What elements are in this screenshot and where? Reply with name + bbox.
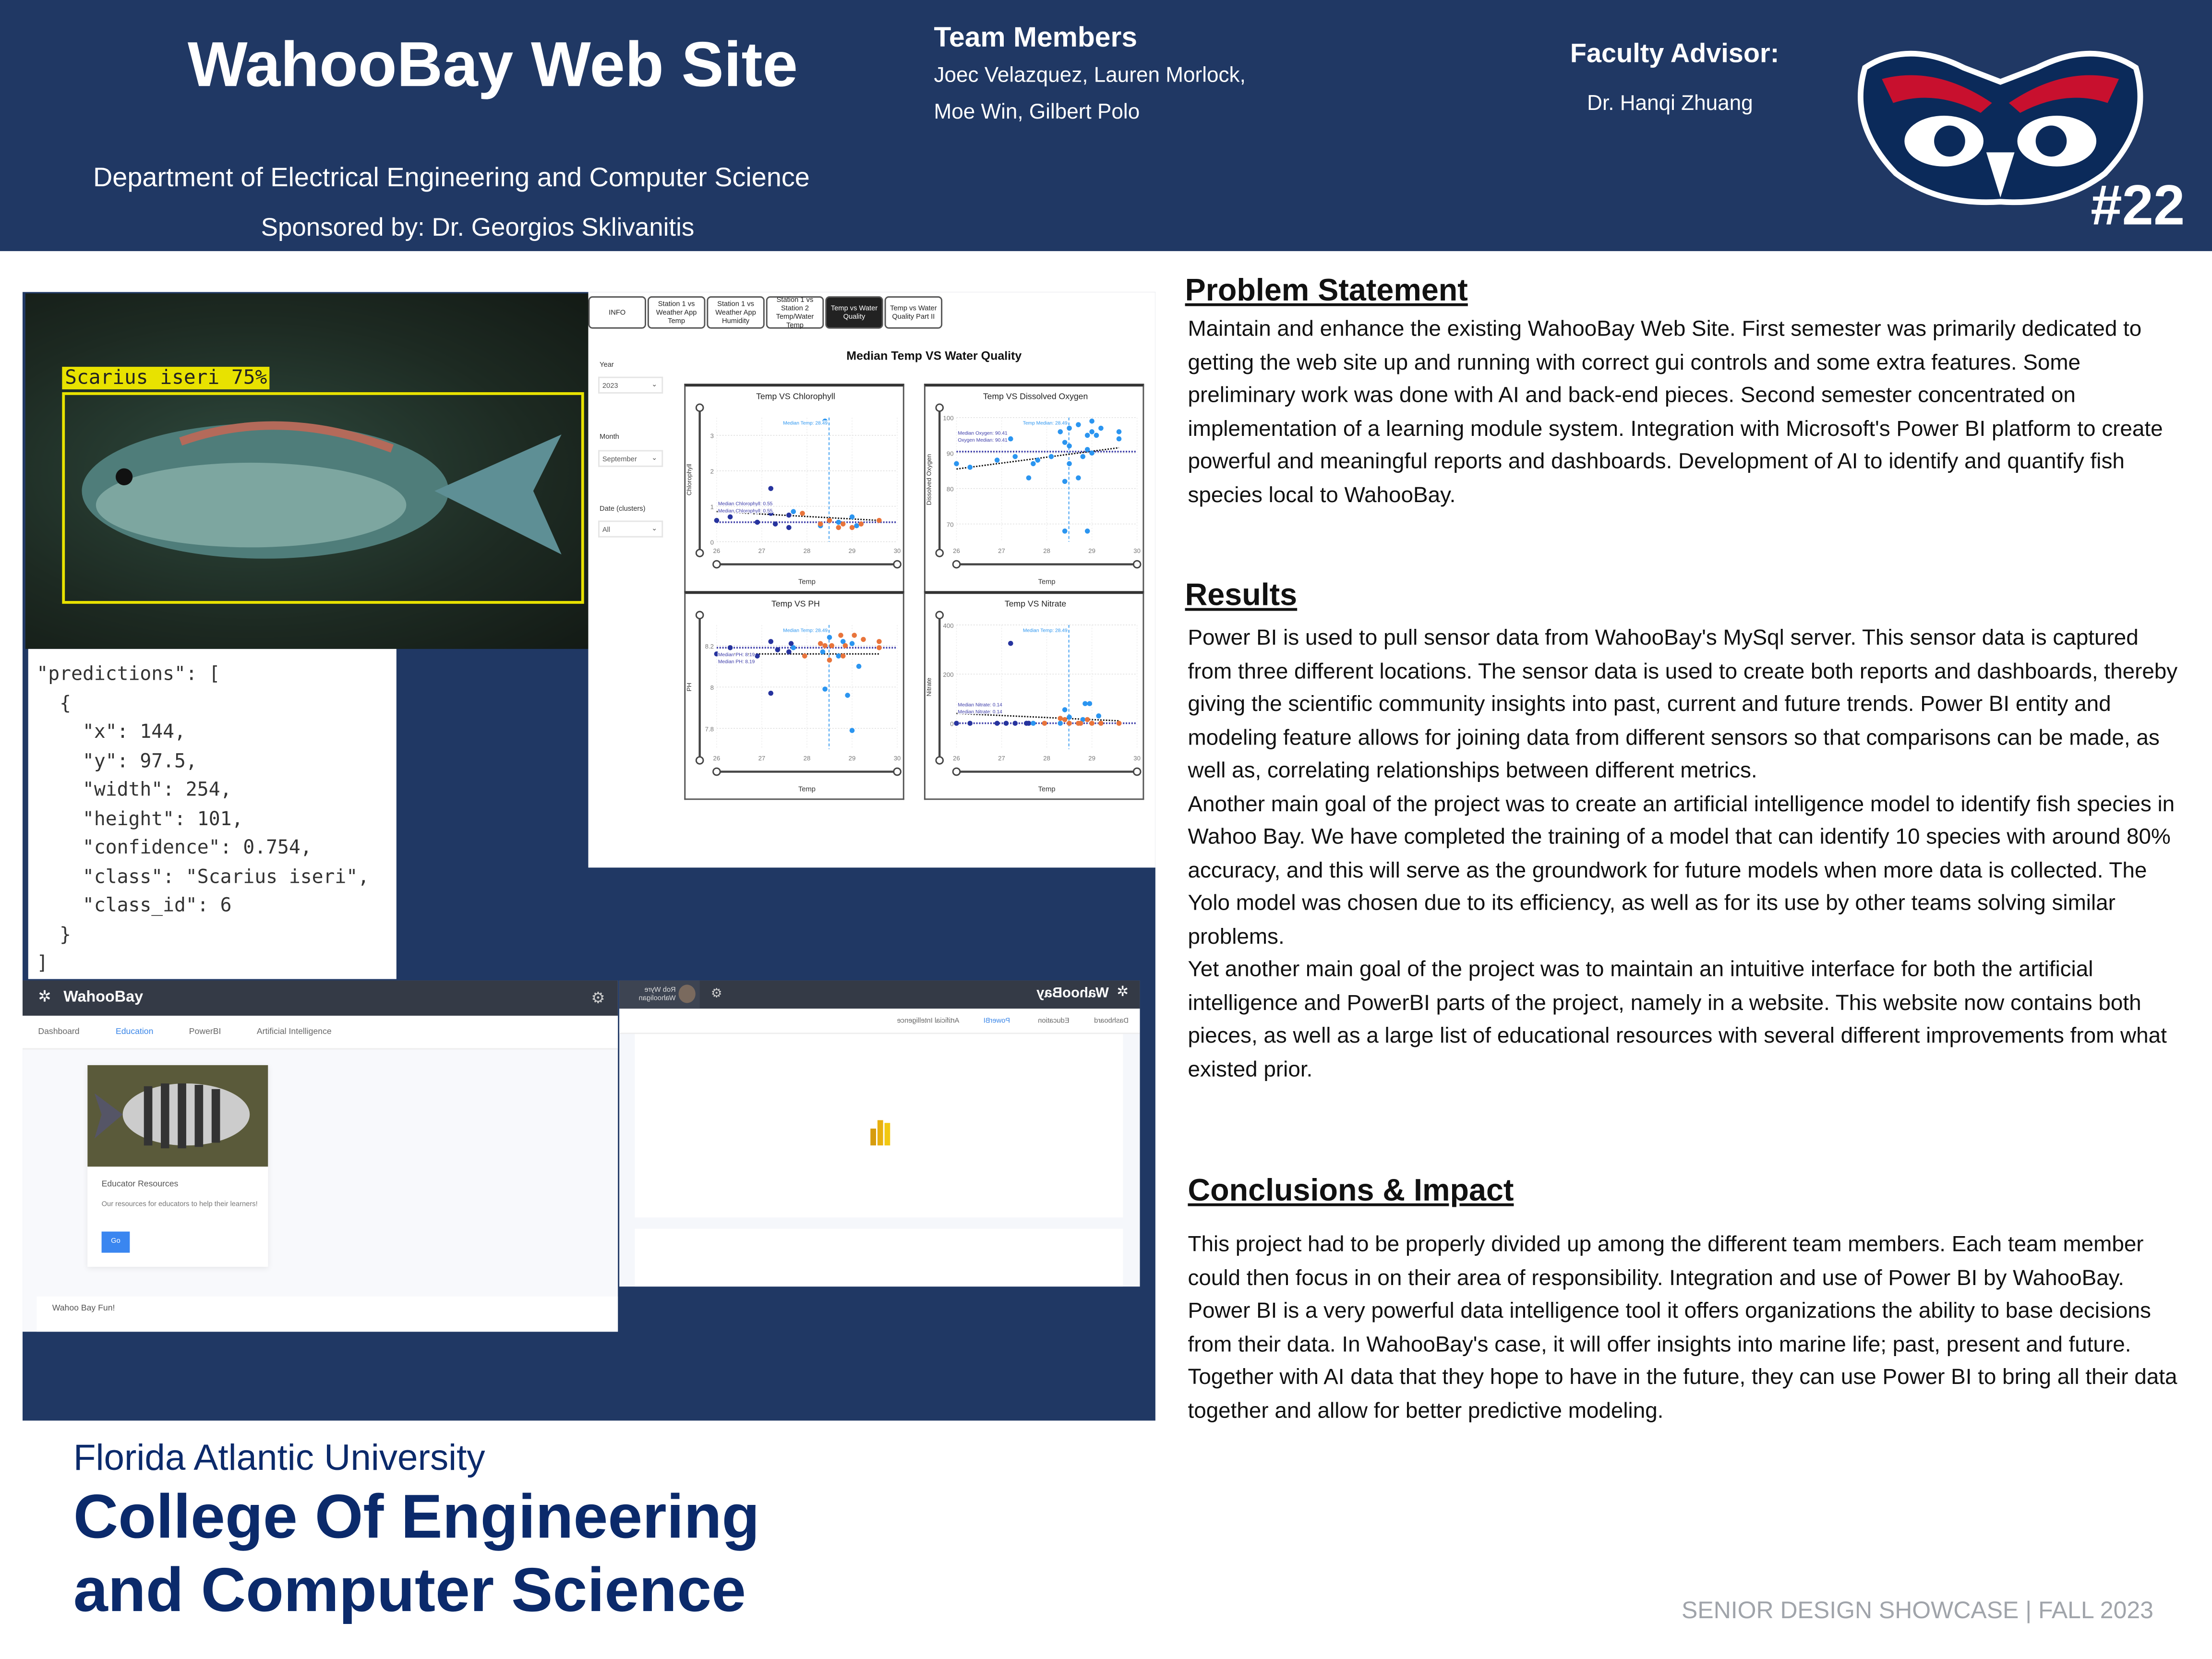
y-tick-label: 2 xyxy=(710,468,714,475)
data-point xyxy=(728,645,733,650)
data-point xyxy=(755,653,760,659)
y-tick-label: 100 xyxy=(943,414,954,422)
x-tick-label: 27 xyxy=(998,755,1005,762)
median-y-label: Median Nitrate: 0.14 xyxy=(958,709,1002,715)
detection-label: Scarius iseri 75% xyxy=(62,367,270,389)
data-point xyxy=(1081,454,1086,459)
data-point xyxy=(827,635,832,640)
filter-date-select[interactable] xyxy=(598,520,663,537)
chart-chlorophyll xyxy=(684,384,904,592)
median-y-label: Oxygen Median: 90.41 xyxy=(958,438,1008,444)
gear-icon[interactable]: ⚙ xyxy=(710,986,722,1000)
slider-handle xyxy=(936,404,943,411)
report-tab[interactable]: Temp vs Water Quality xyxy=(825,296,883,329)
data-point xyxy=(852,633,857,638)
code-line: "width": 254, xyxy=(36,779,232,802)
y-tick-label: 200 xyxy=(943,671,954,679)
sub-navigation xyxy=(23,1016,618,1050)
data-point xyxy=(1026,475,1032,481)
results-paragraph-3: Yet another main goal of the project was to maintain an intuitive interface for both the artificial intelligence and PowerBI parts of the project, namely in a website. This website now contains both pieces, as well as a large list of educational resources with several different improvements from what existed prior. xyxy=(1188,958,2167,1082)
faculty-advisor: Dr. Hanqi Zhuang xyxy=(1587,92,1753,116)
data-point xyxy=(1031,721,1036,726)
data-point xyxy=(995,721,1000,726)
chart-title: Temp VS Nitrate xyxy=(1004,599,1067,609)
results-paragraph-2: Another main goal of the project was to create an artificial intelligence model to identify fish species in Wahoo Bay. We have completed the training of a model that can identify 10 species with around 80% accuracy, and this will serve as the groundwork for future models when more data is collected. The Yolo model was chosen due to its efficiency, as well as for its use by other teams solving similar problems. xyxy=(1188,792,2175,949)
data-point xyxy=(1049,454,1054,459)
y-tick-label: 7.8 xyxy=(705,725,714,733)
college-line-1: College Of Engineering xyxy=(73,1482,760,1552)
x-tick-label: 30 xyxy=(1133,755,1141,762)
conclusions-heading: Conclusions & Impact xyxy=(1188,1172,1514,1208)
education-page-screenshot xyxy=(23,980,618,1332)
data-point xyxy=(755,520,760,525)
code-line: ] xyxy=(36,952,48,975)
slider-handle xyxy=(953,561,960,568)
data-point xyxy=(850,514,855,519)
nav-education[interactable]: Education xyxy=(1038,1017,1070,1026)
median-y-label: Median Chlorophyll: 0.55 xyxy=(718,501,773,507)
y-axis-label: Chlorophyll xyxy=(685,464,693,496)
powerbi-embed-frame xyxy=(635,1034,1123,1217)
x-tick-label: 29 xyxy=(848,547,856,555)
median-y-label: Median Chlorophyll: 0.55 xyxy=(718,508,773,514)
data-point xyxy=(967,465,973,470)
filter-label-date: Date (clusters) xyxy=(599,505,646,514)
filter-year-value: 2023 xyxy=(602,382,618,391)
data-point xyxy=(818,641,823,646)
y-tick-label: 0 xyxy=(710,539,714,546)
chart-nitrate xyxy=(924,591,1144,800)
median-y-label: Median Oxygen: 90.41 xyxy=(958,431,1008,436)
y-tick-label: 400 xyxy=(943,622,954,629)
detection-bounding-box xyxy=(62,392,584,604)
x-axis-label: Temp xyxy=(1038,578,1056,586)
x-tick-label: 30 xyxy=(1133,547,1141,555)
x-axis-label: Temp xyxy=(798,578,816,586)
problem-statement-heading: Problem Statement xyxy=(1185,272,1468,308)
x-tick-label: 30 xyxy=(893,755,901,762)
data-point xyxy=(1004,721,1009,726)
user-avatar xyxy=(679,985,696,1003)
y-tick-label: 70 xyxy=(946,521,954,529)
filter-label-year: Year xyxy=(599,361,614,370)
x-tick-label: 26 xyxy=(713,547,721,555)
faculty-heading: Faculty Advisor: xyxy=(1570,39,1779,70)
nav-powerbi[interactable]: PowerBI xyxy=(189,1028,221,1037)
data-point xyxy=(1078,721,1083,726)
data-point xyxy=(714,518,720,523)
x-tick-label: 27 xyxy=(758,755,766,762)
x-axis-label: Temp xyxy=(1038,785,1056,793)
chart-svg xyxy=(685,386,905,592)
chevron-down-icon: ⌄ xyxy=(651,454,658,463)
powerbi-report xyxy=(588,292,1155,867)
data-point xyxy=(850,525,855,530)
data-point xyxy=(791,509,796,514)
chart-title: Temp VS Dissolved Oxygen xyxy=(983,391,1088,401)
data-point xyxy=(829,643,834,649)
data-point xyxy=(1076,422,1081,427)
top-navbar xyxy=(23,980,618,1015)
data-point xyxy=(1098,426,1104,431)
x-tick-label: 27 xyxy=(998,547,1005,555)
chart-dissolved-oxygen xyxy=(924,384,1144,592)
data-point xyxy=(768,639,773,644)
slider-handle xyxy=(1133,561,1141,568)
data-point xyxy=(954,461,959,467)
code-line: { xyxy=(36,692,72,715)
slider-handle xyxy=(936,550,943,557)
card-text: Our resources for educators to help their learners! xyxy=(101,1200,258,1209)
data-point xyxy=(1042,721,1047,726)
y-tick-label: 3 xyxy=(710,432,714,440)
user-menu[interactable] xyxy=(619,980,700,1009)
report-title: Median Temp VS Water Quality xyxy=(846,348,1022,363)
go-button[interactable]: Go xyxy=(102,1232,130,1253)
data-point xyxy=(1062,707,1068,712)
data-point xyxy=(1012,454,1018,459)
data-point xyxy=(786,649,792,655)
filter-year-select[interactable] xyxy=(598,377,663,394)
data-point xyxy=(1008,436,1013,442)
showcase-footer: SENIOR DESIGN SHOWCASE | FALL 2023 xyxy=(1682,1597,2153,1624)
data-point xyxy=(1035,457,1040,463)
x-tick-label: 27 xyxy=(758,547,766,555)
nav-artificial-intelligence[interactable]: Artificial Intelligence xyxy=(897,1017,960,1026)
chevron-down-icon: ⌄ xyxy=(651,381,658,390)
tree-logo-icon: ✲ xyxy=(1117,985,1129,1000)
university-name: Florida Atlantic University xyxy=(73,1436,485,1479)
x-tick-label: 29 xyxy=(848,755,856,762)
data-point xyxy=(775,647,781,652)
slider-handle xyxy=(696,404,703,411)
data-point xyxy=(1117,429,1122,434)
data-point xyxy=(1008,641,1013,646)
data-point xyxy=(800,511,805,516)
slider-handle xyxy=(696,550,703,557)
x-tick-label: 28 xyxy=(1043,755,1050,762)
code-line: "predictions": [ xyxy=(36,663,220,686)
report-tab[interactable]: Station 1 vs Weather App Humidity xyxy=(707,296,764,329)
filter-month-value: September xyxy=(602,456,637,464)
data-point xyxy=(773,521,778,527)
nav-dashboard[interactable]: Dashboard xyxy=(1094,1017,1129,1026)
data-point xyxy=(843,643,848,649)
code-line: "height": 101, xyxy=(36,807,243,830)
chart-svg xyxy=(926,594,1145,800)
x-tick-label: 28 xyxy=(1043,547,1050,555)
y-tick-label: 8 xyxy=(710,684,714,692)
data-point xyxy=(1026,721,1032,726)
data-point xyxy=(786,513,792,518)
x-tick-label: 28 xyxy=(803,755,811,762)
slider-handle xyxy=(713,561,721,568)
data-point xyxy=(822,643,828,649)
powerbi-logo-icon xyxy=(867,1120,890,1145)
results-body xyxy=(1188,622,2187,1086)
results-heading: Results xyxy=(1185,577,1298,613)
chevron-down-icon: ⌄ xyxy=(651,525,658,533)
team-heading: Team Members xyxy=(934,23,1138,54)
median-y-label: Median PH: 8.19 xyxy=(718,652,755,658)
data-point xyxy=(1098,721,1104,726)
college-name xyxy=(73,1481,760,1628)
filter-label-month: Month xyxy=(599,433,619,442)
data-point xyxy=(1085,717,1090,722)
data-point xyxy=(877,645,882,650)
top-navbar xyxy=(619,980,1140,1009)
poster-title: WahooBay Web Site xyxy=(187,28,798,100)
data-point xyxy=(1094,433,1099,438)
powerbi-secondary-frame xyxy=(635,1229,1123,1286)
y-tick-label: 0 xyxy=(950,720,954,728)
fish-detection-image xyxy=(25,293,589,649)
team-number: #22 xyxy=(2091,175,2185,237)
data-point xyxy=(1058,721,1063,726)
data-point xyxy=(1089,429,1094,434)
filter-month-select[interactable] xyxy=(598,450,663,467)
chart-ph xyxy=(684,591,904,800)
data-point xyxy=(1058,429,1063,434)
slider-handle xyxy=(936,757,943,764)
chart-svg xyxy=(926,386,1145,592)
report-tab[interactable]: INFO xyxy=(588,296,646,329)
data-point xyxy=(1089,450,1094,456)
data-point xyxy=(1076,475,1081,481)
y-tick-label: 80 xyxy=(946,485,954,493)
team-members-line2: Moe Win, Gilbert Polo xyxy=(934,100,1140,124)
slider-handle xyxy=(1133,768,1141,775)
data-point xyxy=(995,457,1000,463)
x-tick-label: 29 xyxy=(1088,547,1095,555)
tree-logo-icon: ✲ xyxy=(38,989,51,1006)
powerbi-page-screenshot-mirrored xyxy=(619,980,1140,1286)
user-name: Rob Wyre xyxy=(644,986,676,995)
report-tab[interactable]: Station 1 vs Weather App Temp xyxy=(648,296,705,329)
data-point xyxy=(877,639,882,644)
header-banner xyxy=(0,0,2212,251)
data-point xyxy=(791,645,796,650)
user-info xyxy=(639,986,676,1003)
data-point xyxy=(850,728,855,733)
y-axis-label: PH xyxy=(685,683,693,692)
sub-navigation xyxy=(619,1009,1140,1034)
data-point xyxy=(1117,436,1122,442)
data-point xyxy=(954,721,959,726)
median-x-label: Median Temp: 28.49 xyxy=(783,421,828,426)
median-y-label: Median Nitrate: 0.14 xyxy=(958,702,1002,708)
data-point xyxy=(1082,701,1088,706)
data-point xyxy=(836,520,842,525)
x-tick-label: 26 xyxy=(713,755,721,762)
data-point xyxy=(861,637,866,642)
slider-handle xyxy=(696,612,703,619)
data-point xyxy=(1087,701,1093,706)
card-title: Educator Resources xyxy=(101,1180,179,1190)
chart-title: Temp VS PH xyxy=(771,599,820,609)
data-point xyxy=(1067,461,1072,467)
filter-date-value: All xyxy=(602,526,611,535)
data-point xyxy=(859,521,864,527)
y-axis-label: Dissolved Oxygen xyxy=(925,454,933,505)
median-x-label: Median Temp: 28.49 xyxy=(783,628,828,634)
x-tick-label: 26 xyxy=(953,547,960,555)
team-members-line1: Joec Velazquez, Lauren Morlock, xyxy=(934,63,1246,88)
x-axis-label: Temp xyxy=(798,785,816,793)
slider-handle xyxy=(953,768,960,775)
x-tick-label: 30 xyxy=(893,547,901,555)
code-line: "confidence": 0.754, xyxy=(36,836,312,859)
code-line: "y": 97.5, xyxy=(36,749,197,772)
data-point xyxy=(1089,419,1094,424)
chart-svg xyxy=(685,594,905,800)
x-tick-label: 29 xyxy=(1088,755,1095,762)
median-y-label: Median PH: 8.19 xyxy=(718,659,755,665)
nav-education[interactable]: Education xyxy=(115,1028,154,1037)
brand-name[interactable]: WahooBay xyxy=(63,989,144,1006)
nav-dashboard[interactable]: Dashboard xyxy=(38,1028,80,1037)
x-tick-label: 26 xyxy=(953,755,960,762)
code-line: } xyxy=(36,923,72,946)
data-point xyxy=(836,653,842,659)
data-point xyxy=(818,521,823,527)
data-point xyxy=(850,641,855,646)
conclusions-text: This project had to be properly divided up among the different team members. Each team member could then focus in on their area of responsibility. Integration and use of Power BI by WahooBay. Power BI is a very powerful data intelligence tool it offers organizations the ability to base decisions from their data. In WahooBay's case, it will offer insights into marine life; past, present and future. Together with AI data that they hope to have in the future, they can use Power BI to bring all their data together and allow for better predictive modeling. xyxy=(1188,1233,2177,1423)
data-point xyxy=(838,633,843,638)
data-point xyxy=(1062,440,1068,445)
y-tick-label: 8.2 xyxy=(705,642,714,650)
data-point xyxy=(1085,433,1090,438)
report-tab[interactable]: Station 1 vs Station 2 Temp/Water Temp xyxy=(766,296,824,329)
data-point xyxy=(854,523,859,529)
data-point xyxy=(841,521,846,527)
data-point xyxy=(877,518,882,523)
slider-handle xyxy=(713,768,721,775)
median-x-label: Temp Median: 28.49 xyxy=(1022,421,1068,426)
prediction-json xyxy=(28,649,397,979)
x-tick-label: 28 xyxy=(803,547,811,555)
code-line: "x": 144, xyxy=(36,721,186,744)
college-line-2: and Computer Science xyxy=(73,1556,746,1625)
data-point xyxy=(728,514,733,519)
data-point xyxy=(841,653,846,659)
data-point xyxy=(1117,721,1122,726)
nav-artificial-intelligence[interactable]: Artificial Intelligence xyxy=(256,1028,332,1037)
y-tick-label: 90 xyxy=(946,450,954,457)
data-point xyxy=(1031,461,1036,467)
data-point xyxy=(820,649,826,655)
data-point xyxy=(827,518,832,523)
slider-handle xyxy=(894,768,901,775)
data-point xyxy=(827,658,832,663)
data-point xyxy=(836,525,842,530)
educator-resources-card xyxy=(87,1065,268,1267)
data-point xyxy=(1067,721,1072,726)
data-point xyxy=(1067,715,1072,720)
data-point xyxy=(1058,716,1063,721)
code-line: "class_id": 6 xyxy=(36,894,232,917)
gear-icon[interactable]: ⚙ xyxy=(591,990,605,1008)
data-point xyxy=(768,486,773,491)
slider-handle xyxy=(894,561,901,568)
data-point xyxy=(802,653,807,659)
user-role: Wahooligan xyxy=(638,994,676,1003)
nav-powerbi[interactable]: PowerBI xyxy=(983,1017,1010,1026)
data-point xyxy=(1085,447,1090,452)
code-line: "class": "Scarius iseri", xyxy=(36,865,370,888)
data-point xyxy=(845,693,850,698)
results-paragraph-1: Power BI is used to pull sensor data from WahooBay's MySql server. This sensor data is captured from three different locations. The sensor data is used to create both reports and dashboards, thereby giving the scientific community insights into past, current and future trends. Power BI entity and modeling feature allows for joining data from different sensors so that comparisons can be made, as well as, correlating relationships between different metrics. xyxy=(1188,626,2178,783)
problem-statement-text: Maintain and enhance the existing WahooBay Web Site. First semester was primarily dedicated to getting the web site up and running with correct gui controls and some extra features. Some preliminary work was done with AI and back-end pieces. Second semester concentrated on implementation of a learning module system. Integration with Microsoft's Power BI platform to create powerful and meaningful reports and dashboards. Development of AI to identify and quantify fish species local to WahooBay. xyxy=(1188,317,2163,507)
slider-handle xyxy=(936,612,943,619)
department: Department of Electrical Engineering and Computer Science xyxy=(93,163,810,193)
data-point xyxy=(1067,426,1072,431)
data-point xyxy=(1062,479,1068,484)
data-point xyxy=(1062,529,1068,534)
sheepshead-fish-image xyxy=(87,1065,268,1167)
wahoo-bay-fun-section: Wahoo Bay Fun! xyxy=(36,1297,618,1332)
data-point xyxy=(1089,721,1094,726)
y-tick-label: 1 xyxy=(710,503,714,511)
data-point xyxy=(1062,717,1068,722)
data-point xyxy=(1067,444,1072,449)
sponsor: Sponsored by: Dr. Georgios Sklivanitis xyxy=(261,213,695,241)
data-point xyxy=(967,721,973,726)
y-axis-label: Nitrate xyxy=(925,677,933,697)
report-tab[interactable]: Temp vs Water Quality Part II xyxy=(885,296,942,329)
data-point xyxy=(1096,713,1101,719)
data-point xyxy=(1085,529,1090,534)
data-point xyxy=(856,664,862,669)
data-point xyxy=(786,525,792,530)
brand-name[interactable]: WahooBay xyxy=(1036,986,1109,1002)
slider-handle xyxy=(696,757,703,764)
data-point xyxy=(1012,721,1018,726)
median-x-label: Median Temp: 28.49 xyxy=(1022,628,1068,634)
data-point xyxy=(822,686,828,692)
data-point xyxy=(768,691,773,696)
chart-title: Temp VS Chlorophyll xyxy=(756,391,835,401)
